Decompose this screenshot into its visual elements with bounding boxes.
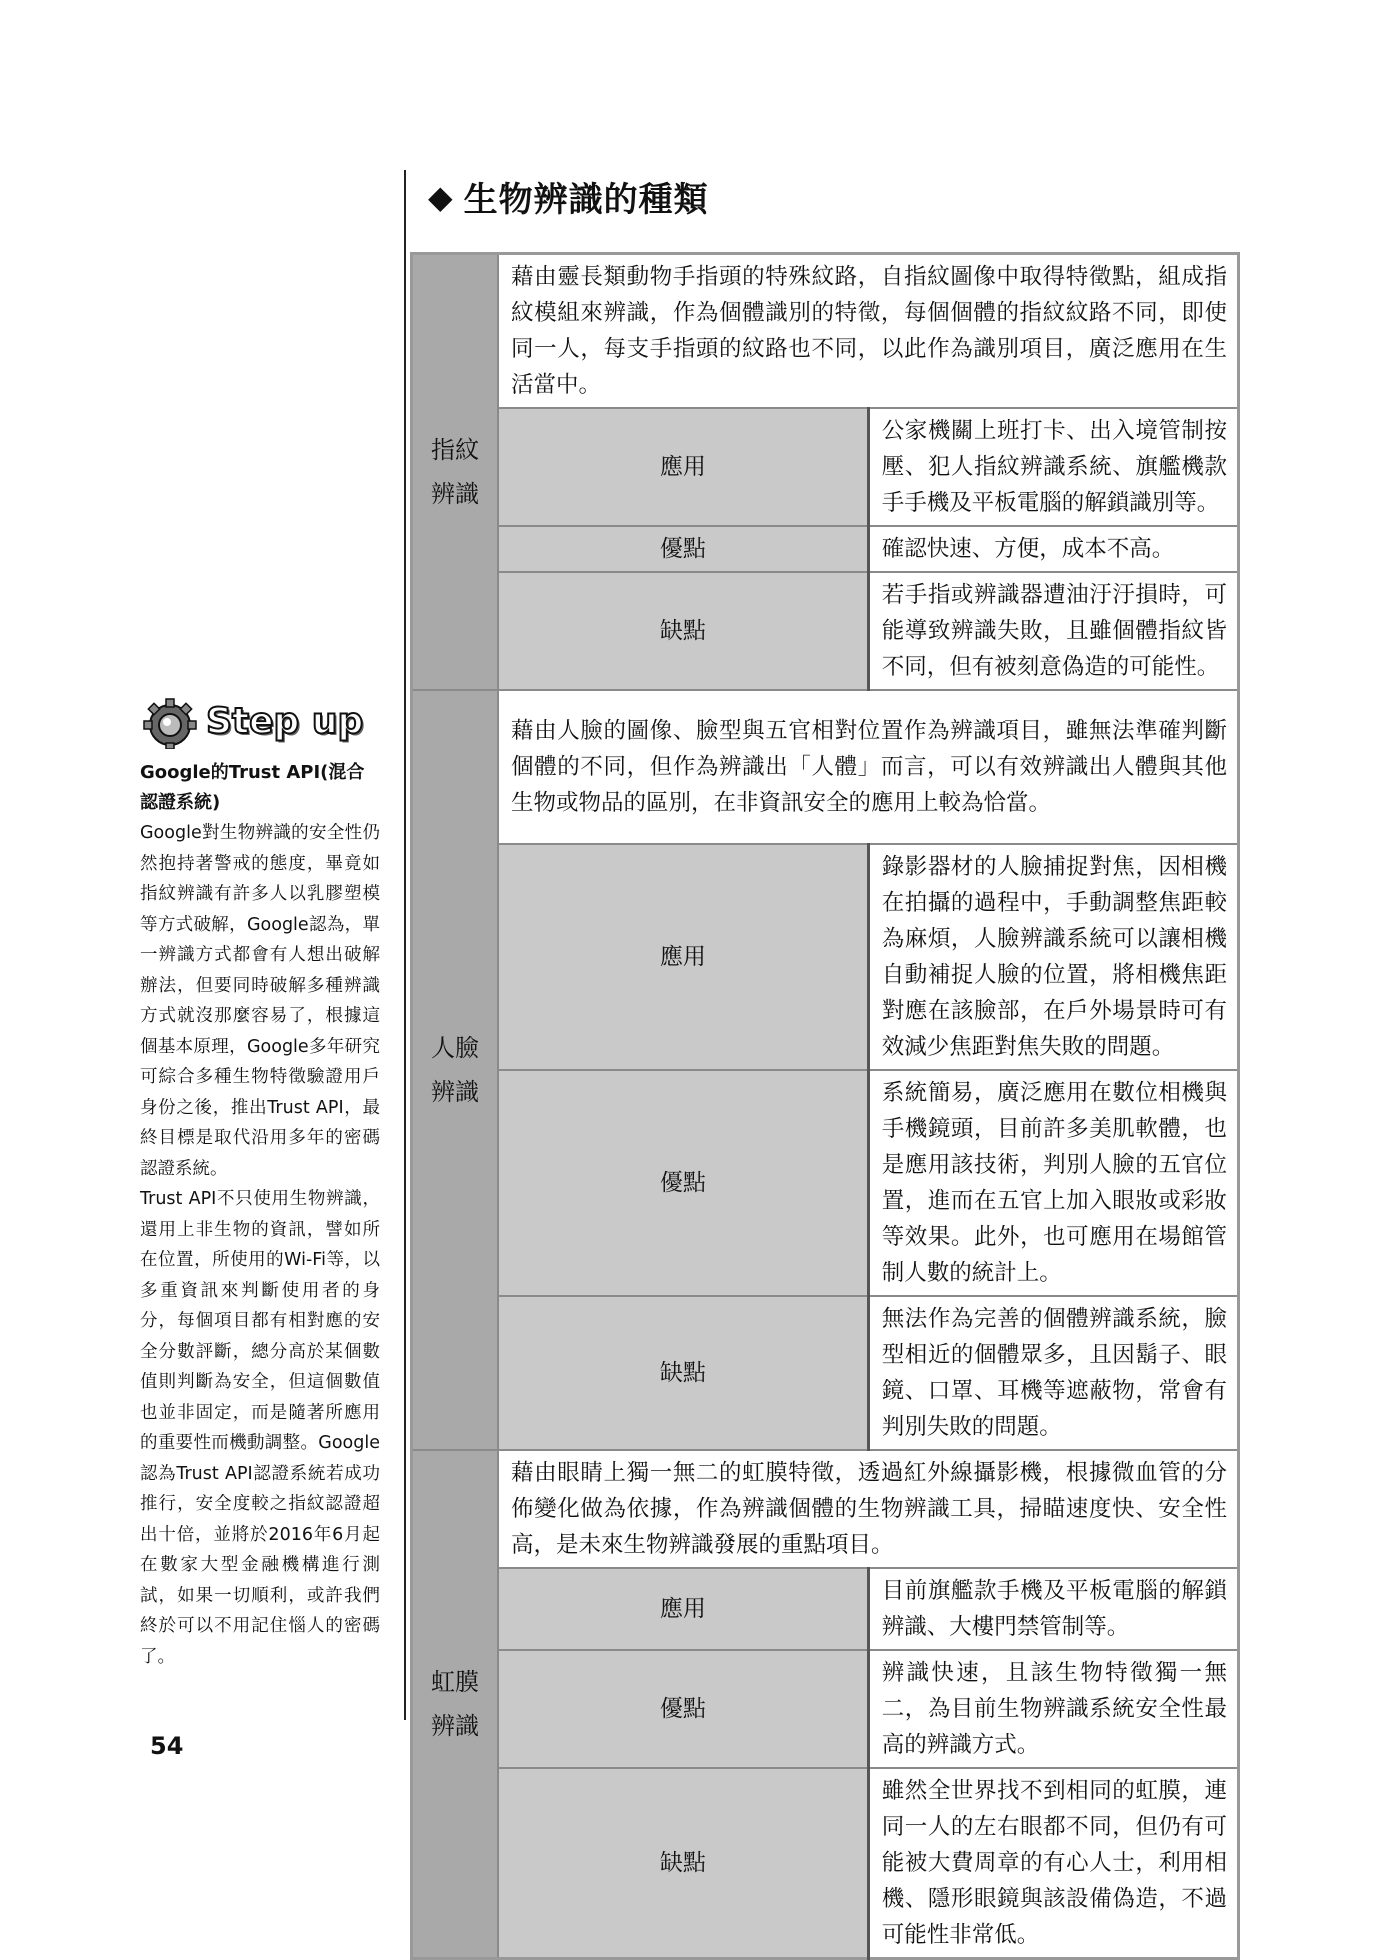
- table-row: [412, 1070, 1239, 1296]
- table-row: [412, 690, 1239, 844]
- section-title: 生物辨識的種類: [463, 180, 709, 220]
- row-text: 雖然全世界找不到相同的虹膜，連同一人的左右眼都不同，但仍有可能被大費周章的有心人士，利用相機、隱形眼鏡與該設備偽造，不過可能性非常低。: [868, 1768, 1238, 1959]
- row-label: 缺點: [498, 1296, 868, 1450]
- sidebar-title: Google的Trust API(混合認證系統): [140, 762, 365, 813]
- category-name: 指紋: [431, 436, 479, 464]
- row-label: 優點: [498, 1070, 868, 1296]
- row-text: 無法作為完善的個體辨識系統，臉型相近的個體眾多，且因鬍子、眼鏡、口罩、耳機等遮蔽物，常會有判別失敗的問題。: [868, 1296, 1238, 1450]
- category-cell-iris: [412, 1450, 499, 1959]
- row-text: 確認快速、方便，成本不高。: [868, 526, 1238, 572]
- row-text: 系統簡易，廣泛應用在數位相機與手機鏡頭，目前許多美肌軟體，也是應用該技術，判別人臉的五官位置，進而在五官上加入眼妝或彩妝等效果。此外，也可應用在場館管制人數的統計上。: [868, 1070, 1238, 1296]
- category-description: 藉由眼睛上獨一無二的虹膜特徵，透過紅外線攝影機，根據微血管的分佈變化做為依據，作為辨識個體的生物辨識工具，掃瞄速度快、安全性高，是未來生物辨識發展的重點項目。: [498, 1450, 1239, 1568]
- stepup-badge: [140, 690, 380, 752]
- category-name: 辨識: [431, 1078, 479, 1106]
- row-label: 優點: [498, 1650, 868, 1768]
- sidebar-paragraph: Google對生物辨識的安全性仍然抱持著警戒的態度，畢竟如指紋辨識有許多人以乳膠塑模等方式破解，Google認為，單一辨識方式都會有人想出破解辦法，但要同時破解多種辨識方式就沒那麼容易了，根據這個基本原理，Google多年研究可綜合多種生物特徵驗證用戶身份之後，推出Trust API，最終目標是取代沿用多年的密碼認證系統。: [140, 823, 380, 1179]
- category-description: 藉由靈長類動物手指頭的特殊紋路，自指紋圖像中取得特徵點，組成指紋模組來辨識，作為個體識別的特徵，每個個體的指紋紋路不同，即使同一人，每支手指頭的紋路也不同，以此作為識別項目，廣泛應用在生活當中。: [498, 254, 1239, 409]
- category-name: 辨識: [431, 1712, 479, 1740]
- row-label: 優點: [498, 526, 868, 572]
- row-text: 目前旗艦款手機及平板電腦的解鎖辨識、大樓門禁管制等。: [868, 1568, 1238, 1650]
- table-row: [412, 1768, 1239, 1959]
- row-text: 辨識快速，且該生物特徵獨一無二，為目前生物辨識系統安全性最高的辨識方式。: [868, 1650, 1238, 1768]
- biometrics-table: [410, 252, 1240, 1960]
- category-cell-face: [412, 690, 499, 1450]
- diamond-bullet-icon: ◆: [428, 177, 454, 216]
- table-row: [412, 572, 1239, 690]
- gear-ball-icon: [140, 693, 202, 749]
- category-description: 藉由人臉的圖像、臉型與五官相對位置作為辨識項目，雖無法準確判斷個體的不同，但作為辨識出「人體」而言，可以有效辨識出人體與其他生物或物品的區別，在非資訊安全的應用上較為恰當。: [498, 690, 1239, 844]
- stepup-label: Step up: [206, 700, 364, 742]
- stepup-sidebar: [140, 690, 380, 1672]
- row-label: 缺點: [498, 572, 868, 690]
- row-text: 錄影器材的人臉捕捉對焦，因相機在拍攝的過程中，手動調整焦距較為麻煩，人臉辨識系統可以讓相機自動補捉人臉的位置，將相機焦距對應在該臉部，在戶外場景時可有效減少焦距對焦失敗的問題。: [868, 844, 1238, 1070]
- table-row: [412, 1450, 1239, 1568]
- table-row: [412, 408, 1239, 526]
- category-name: 虹膜: [431, 1668, 479, 1696]
- page-number: 54: [150, 1732, 184, 1760]
- row-label: 應用: [498, 408, 868, 526]
- row-text: 若手指或辨識器遭油汙汙損時，可能導致辨識失敗，且雖個體指紋皆不同，但有被刻意偽造的可能性。: [868, 572, 1238, 690]
- table-row: [412, 526, 1239, 572]
- table-row: [412, 844, 1239, 1070]
- row-label: 應用: [498, 1568, 868, 1650]
- category-name: 辨識: [431, 480, 479, 508]
- category-cell-fingerprint: [412, 254, 499, 691]
- table-row: [412, 254, 1239, 409]
- row-label: 缺點: [498, 1768, 868, 1959]
- section-heading: [428, 172, 709, 221]
- sidebar-body: [140, 818, 380, 1672]
- sidebar-paragraph: Trust API不只使用生物辨識，還用上非生物的資訊，譬如所在位置，所使用的Wi-Fi等，以多重資訊來判斷使用者的身分，每個項目都有相對應的安全分數評斷，總分高於某個數值則判斷為安全，但這個數值也並非固定，而是隨著所應用的重要性而機動調整。Google認為Trust API認證系統若成功推行，安全度較之指紋認證超出十倍，並將於2016年6月起在數家大型金融機構進行測試，如果一切順利，或許我們終於可以不用記住惱人的密碼了。: [140, 1189, 380, 1667]
- table-row: [412, 1650, 1239, 1768]
- table-row: [412, 1296, 1239, 1450]
- category-name: 人臉: [431, 1034, 479, 1062]
- row-label: 應用: [498, 844, 868, 1070]
- table-row: [412, 1568, 1239, 1650]
- row-text: 公家機關上班打卡、出入境管制按壓、犯人指紋辨識系統、旗艦機款手手機及平板電腦的解鎖識別等。: [868, 408, 1238, 526]
- column-divider: [404, 170, 406, 1720]
